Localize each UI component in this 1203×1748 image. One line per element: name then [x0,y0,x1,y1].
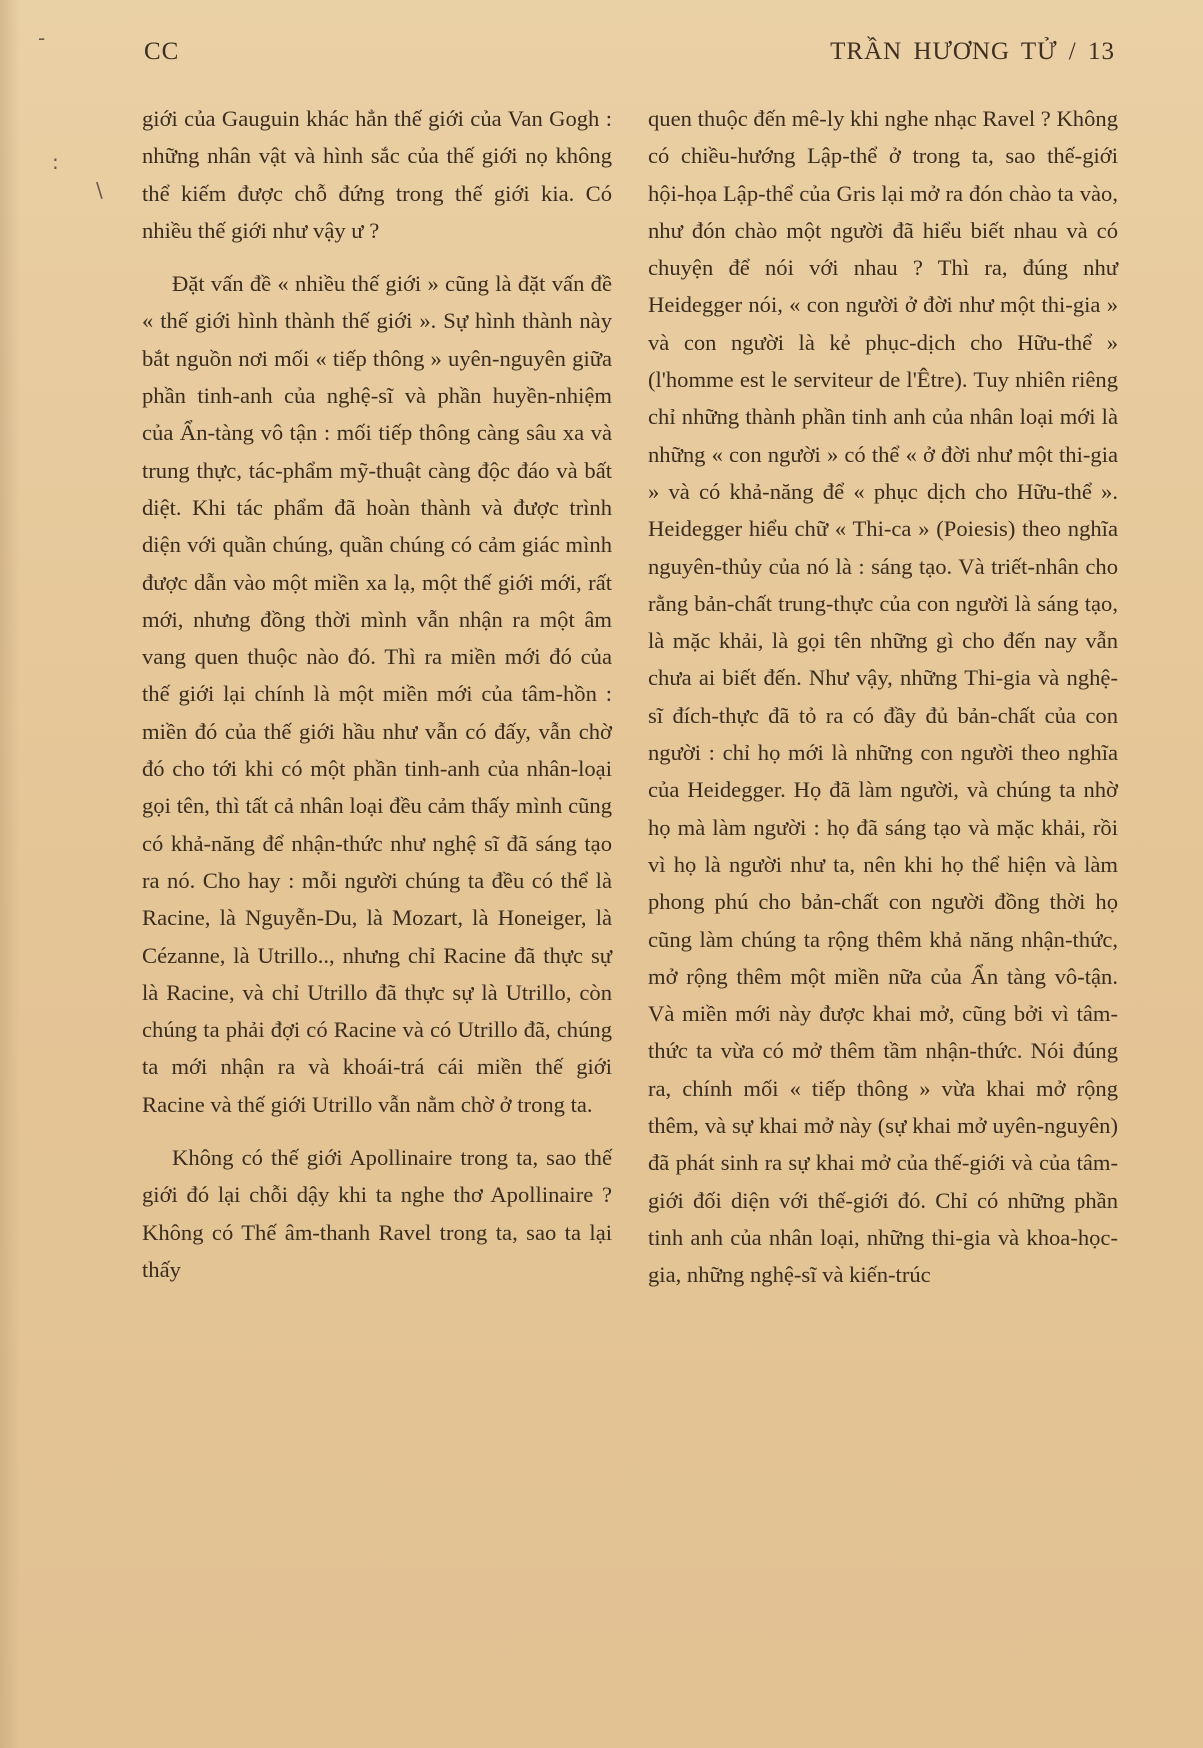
paragraph: quen thuộc đến mê-ly khi nghe nhạc Ravel ? Không có chiều-hướng Lập-thể ở trong ta, sao thế-giới hội-họa Lập-thể của Gris lại mở ra đón chào ta vào, như đón chào một người đã hiểu biết nhau và có chuyện để nói với nhau ? Thì ra, đúng như Heidegger nói, « con người ở đời như một thi-gia » và con người là kẻ phục-dịch cho Hữu-thể » (l'homme est le serviteur de l'Être). Tuy nhiên riêng chỉ những thành phần tinh anh của nhân loại mới là những « con người » có thể « ở đời như một thi-gia » và có khả-năng để « phục dịch cho Hữu-thể ». Heidegger hiểu chữ « Thi-ca » (Poiesis) theo nghĩa nguyên-thủy của nó là : sáng tạo. Và triết-nhân cho rằng bản-chất trung-thực của con người là sáng tạo, là mặc khải, là gọi tên những gì cho đến nay vẫn chưa ai biết đến. Như vậy, những Thi-gia và nghệ-sĩ đích-thực đã tỏ ra có đầy đủ bản-chất của con người : chỉ họ mới là những con người theo nghĩa của Heidegger. Họ đã làm người, và chúng ta nhờ họ mà làm người : họ đã sáng tạo và mặc khải, rồi vì họ là người như ta, nên khi họ thể hiện và làm phong phú cho bản-chất con người đồng thời họ cũng làm chúng ta rộng thêm khả năng nhận-thức, mở rộng thêm một miền nữa của Ẩn tàng vô-tận. Và miền mới này được khai mở, cũng bởi vì tâm-thức ta vừa có mở thêm tầm nhận-thức. Nói đúng ra, chính mối « tiếp thông » vừa khai mở rộng thêm, và sự khai mở này (sự khai mở uyên-nguyên) đã phát sinh ra sự khai mở của thế-giới và của tâm-giới đối diện với thế-giới đó. Chỉ có những phần tinh anh của nhân loại, những thi-gia và khoa-học-gia, những nghệ-sĩ và kiến-trúc [648,106,1118,1288]
margin-mark: - [38,26,46,50]
page-header [144,38,1115,78]
paragraph: Đặt vấn đề « nhiều thế giới » cũng là đặt vấn đề « thế giới hình thành thế giới ». Sự hình thành này bắt nguồn nơi mối « tiếp thông » uyên-nguyên giữa phần tinh-anh của nghệ-sĩ và phần huyền-nhiệm của Ẩn-tàng vô tận : mối tiếp thông càng sâu xa và trung thực, tác-phẩm mỹ-thuật càng độc đáo và bất diệt. Khi tác phẩm đã hoàn thành và được trình diện với quần chúng, quần chúng có cảm giác mình được dẫn vào một miền xa lạ, một thế giới mới, rất mới, nhưng đồng thời mình vẫn nhận ra một âm vang quen thuộc nào đó. Thì ra miền mới đó của thế giới lại chính là một miền mới của tâm-hồn : miền đó của thế giới hầu như vẫn có đấy, vẫn chờ đó cho tới khi có một phần tinh-anh của nhân-loại gọi tên, thì tất cả nhân loại đều cảm thấy mình cũng có khả-năng để nhận-thức như nghệ sĩ đã sáng tạo ra nó. Cho hay : mỗi người chúng ta đều có thể là Racine, là Nguyễn-Du, là Mozart, là Honeiger, là Cézanne, là Utrillo.., nhưng chỉ Racine đã thực sự là Racine, và chỉ Utrillo đã thực sự là Utrillo, còn chúng ta phải đợi có Racine và có Utrillo đã, chúng ta mới nhận ra và khoái-trá cái miền thế giới Racine và thế giới Utrillo vẫn nằm chờ ở trong ta. [142,271,612,1117]
page-edge-shadow [0,0,20,1748]
paragraph: Không có thế giới Apollinaire trong ta, sao thế giới đó lại chỗi dậy khi ta nghe thơ Apollinaire ? Không có Thế âm-thanh Ravel trong ta, sao ta lại thấy [142,1145,612,1282]
left-text-column [142,100,612,1288]
margin-mark: : [52,150,59,174]
right-text-column [648,100,1118,1294]
running-head-and-page-number: TRẦN HƯƠNG TỬ / 13 [830,38,1115,65]
margin-mark: \ [96,178,103,202]
paragraph: giới của Gauguin khác hẳn thế giới của Van Gogh : những nhân vật và hình sắc của thế giới nọ không thể kiếm được chỗ đứng trong thế giới kia. Có nhiều thế giới như vậy ư ? [142,106,612,243]
header-left-mark: CC [144,38,180,65]
